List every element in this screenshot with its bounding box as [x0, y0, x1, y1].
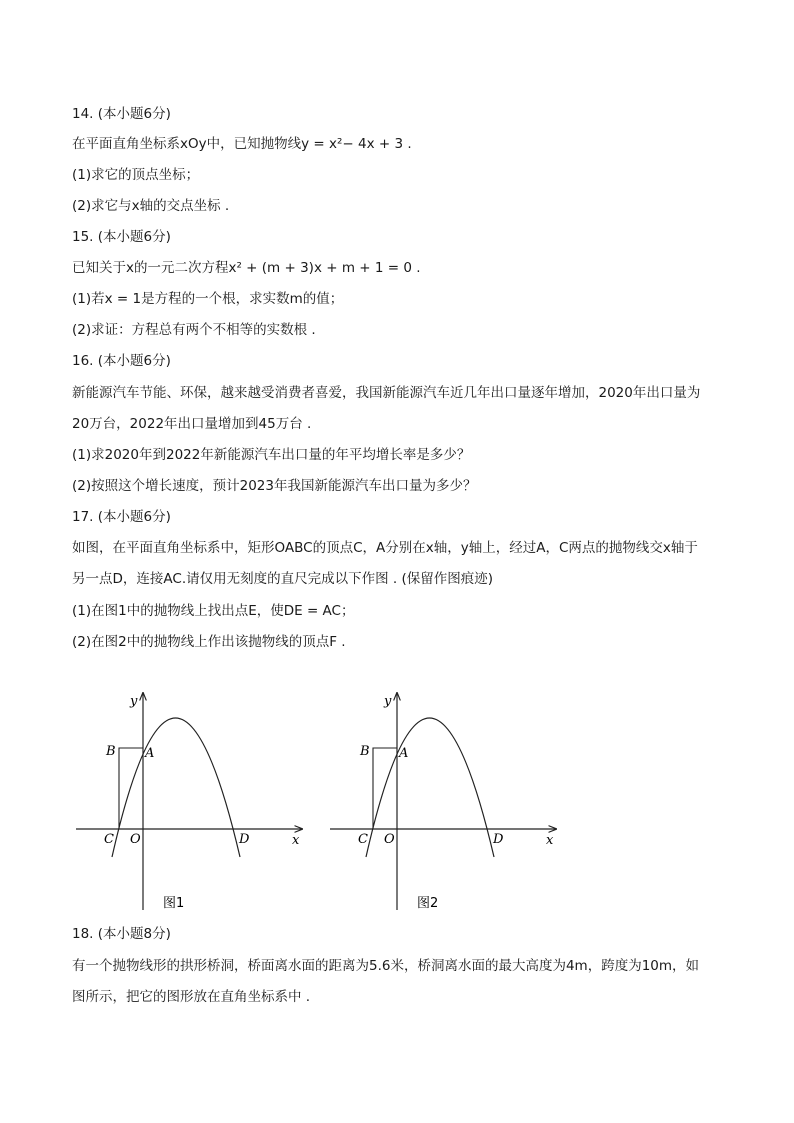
- q14-part1: (1)求它的顶点坐标；: [72, 167, 200, 183]
- figure-1-caption: 图1: [163, 896, 185, 911]
- q14-part2: (2)求它与x轴的交点坐标 .: [72, 198, 230, 214]
- label-b: B: [106, 744, 116, 759]
- figure-2: [324, 685, 564, 919]
- q15-part1: (1)若x = 1是方程的一个根，求实数m的值；: [72, 291, 344, 307]
- q18-heading: 18. (本小题8分): [72, 926, 171, 942]
- label-x: x: [292, 833, 300, 848]
- q18-stem-line2: 图所示，把它的图形放在直角坐标系中 .: [72, 989, 311, 1005]
- label-y: y: [384, 694, 392, 709]
- q16-part2: (2)按照这个增长速度，预计2023年我国新能源汽车出口量为多少？: [72, 478, 477, 494]
- figure-2-caption: 图2: [417, 896, 439, 911]
- q17-heading: 17. (本小题6分): [72, 509, 171, 525]
- q18-stem-line1: 有一个抛物线形的拱形桥洞，桥面离水面的距离为5.6米，桥洞离水面的最大高度为4m，跨度为10m，如: [72, 958, 700, 974]
- label-y: y: [130, 694, 138, 709]
- q15-stem: 已知关于x的一元二次方程x² + (m + 3)x + m + 1 = 0 .: [72, 260, 421, 276]
- rectangle-oabc: [119, 748, 143, 829]
- label-d: D: [493, 832, 504, 847]
- label-c: C: [104, 832, 114, 847]
- q15-part2: (2)求证：方程总有两个不相等的实数根 .: [72, 322, 316, 338]
- label-d: D: [239, 832, 250, 847]
- label-o: O: [130, 832, 141, 847]
- rectangle-oabc: [373, 748, 397, 829]
- q16-stem-line1: 新能源汽车节能、环保，越来越受消费者喜爱，我国新能源汽车近几年出口量逐年增加，2020年出口量为: [72, 385, 701, 401]
- label-a: A: [145, 746, 155, 761]
- q17-stem-line2: 另一点D，连接AC.请仅用无刻度的直尺完成以下作图 . (保留作图痕迹): [72, 571, 494, 587]
- label-a: A: [399, 746, 409, 761]
- label-b: B: [360, 744, 370, 759]
- q16-part1: (1)求2020年到2022年新能源汽车出口量的年平均增长率是多少？: [72, 447, 471, 463]
- q14-heading: 14. (本小题6分): [72, 106, 171, 122]
- q16-heading: 16. (本小题6分): [72, 353, 171, 369]
- q15-heading: 15. (本小题6分): [72, 229, 171, 245]
- q14-stem: 在平面直角坐标系xOy中，已知抛物线y = x²− 4x + 3 .: [72, 136, 412, 152]
- label-x: x: [546, 833, 554, 848]
- q17-part1: (1)在图1中的抛物线上找出点E，使DE = AC；: [72, 603, 355, 619]
- label-o: O: [384, 832, 395, 847]
- q17-stem-line1: 如图，在平面直角坐标系中，矩形OABC的顶点C，A分别在x轴，y轴上，经过A，C两点的抛物线交x轴于: [72, 540, 698, 556]
- figure-1: [70, 685, 310, 919]
- q17-part2: (2)在图2中的抛物线上作出该抛物线的顶点F .: [72, 634, 346, 650]
- label-c: C: [358, 832, 368, 847]
- q16-stem-line2: 20万台，2022年出口量增加到45万台 .: [72, 416, 312, 432]
